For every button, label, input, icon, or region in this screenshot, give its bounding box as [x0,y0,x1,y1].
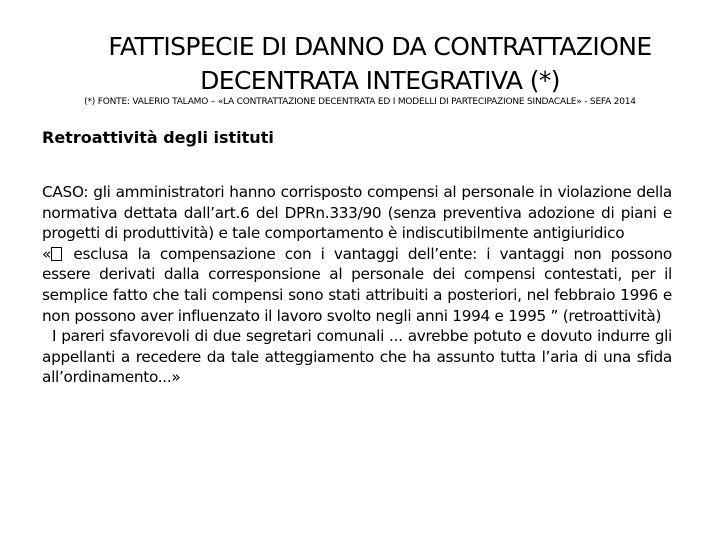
section-heading: Retroattività degli istituti [42,128,274,147]
quote-paragraph [42,244,672,326]
body-text [42,182,672,388]
case-paragraph: CASO: gli amministratori hanno corrisposto compensi al personale in violazione della normativa dettata dall’art.6 del DPRn.333/90 (senza preventiva adozione di piani e progetti di produttività) e tale comportamento è indiscutibilmente antigiuridico [42,183,672,243]
opinion-paragraph [42,326,672,388]
slide-title [40,30,720,98]
title-line-2: DECENTRATA INTEGRATIVA (*) [200,66,560,95]
missing-glyph-icon [51,247,62,261]
title-line-1: FATTISPECIE DI DANNO DA CONTRATTAZIONE [108,32,652,61]
quote-text: esclusa la compensazione con i vantaggi dell’ente: i vantaggi non possono essere derivati dalla corresponsione al personale dei compensi contestati, per il semplice fatto che tali compensi sono stati attribuiti a posteriori, nel febbraio 1996 e non possono aver influenzato il lavoro svolto negli anni 1994 e 1995 ” (retroattività) [42,244,672,325]
opinion-text: I pareri sfavorevoli di due segretari comunali ... avrebbe potuto e dovuto indurre gli appellanti a recedere da tale atteggiamento che ha assunto tutta l’aria di una sfida all’ordinamento...» [42,327,673,387]
source-note: (*) FONTE: VALERIO TALAMO – «LA CONTRATTAZIONE DECENTRATA ED I MODELLI DI PARTECIPAZIONE SINDACALE» - SEFA 2014 [84,97,636,107]
open-quote: « [42,244,52,263]
